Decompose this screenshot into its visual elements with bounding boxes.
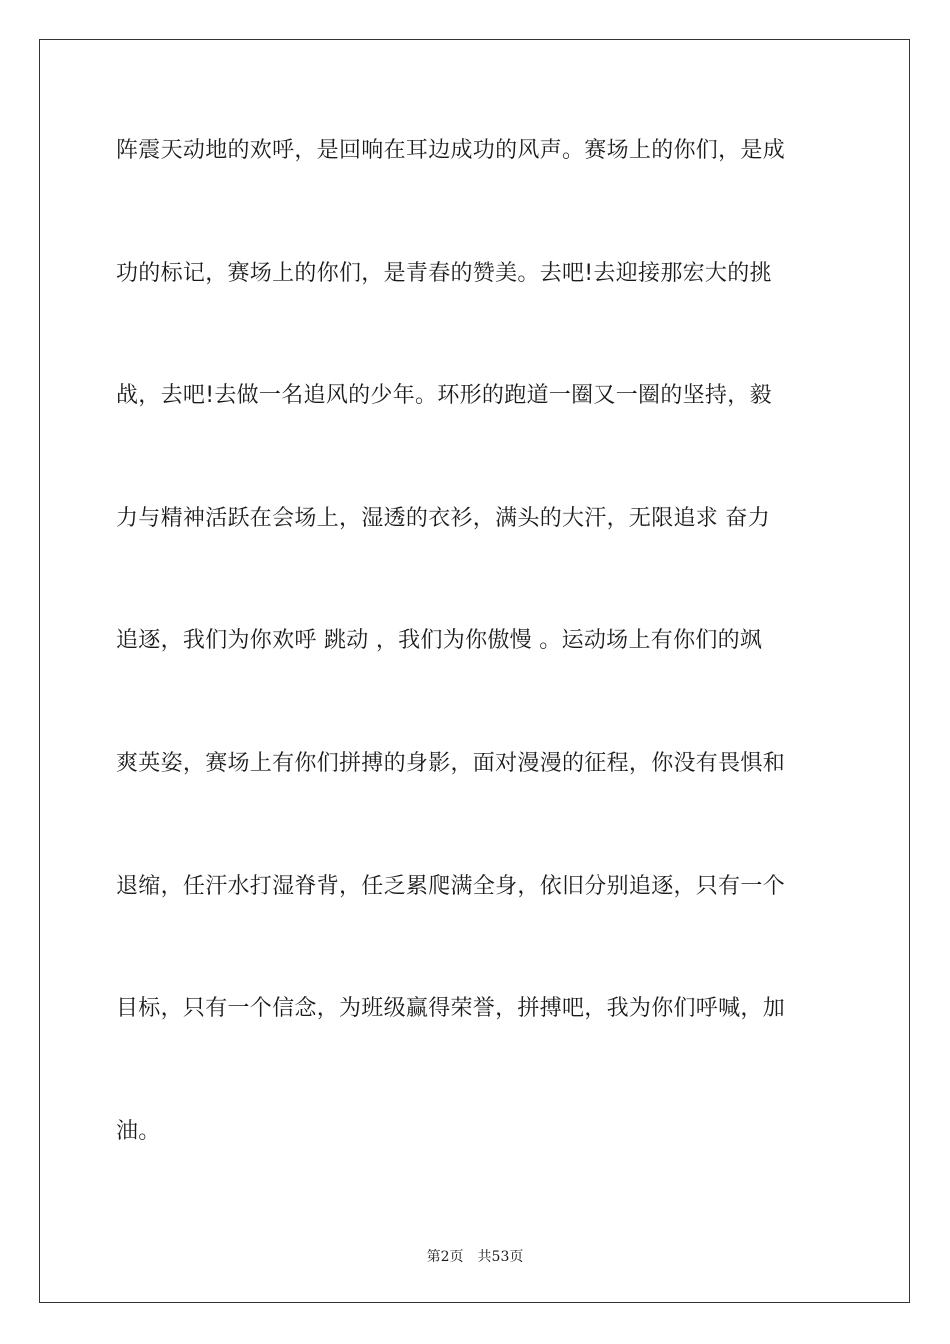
paragraph-line: 战，去吧!去做一名追风的少年。环形的跑道一圈又一圈的坚持，毅 <box>116 383 772 409</box>
page-footer <box>0 1246 950 1266</box>
paragraph-line: 爽英姿，赛场上有你们拼搏的身影，面对漫漫的征程，你没有畏惧和 <box>116 750 786 776</box>
paragraph-line: 退缩，任汗水打湿脊背，任乏累爬满全身，依旧分别追逐，只有一个 <box>116 873 786 899</box>
page-number: 第2页 <box>426 1249 464 1265</box>
page-total: 共53页 <box>477 1249 524 1265</box>
paragraph-line: 目标，只有一个信念，为班级赢得荣誉，拼搏吧，我为你们呼喊，加 <box>116 996 786 1022</box>
paragraph-line: 力与精神活跃在会场上，湿透的衣衫，满头的大汗，无限追求 奋力 <box>116 505 770 531</box>
paragraph-line: 阵震天动地的欢呼，是回响在耳边成功的风声。赛场上的你们，是成 <box>116 138 786 163</box>
paragraph-line: 功的标记，赛场上的你们，是青春的赞美。去吧!去迎接那宏大的挑 <box>116 260 772 286</box>
paragraph-line: 追逐，我们为你欢呼 跳动 ，我们为你傲慢 。运动场上有你们的飒 <box>116 628 763 654</box>
paragraph-line: 油。 <box>116 1118 161 1144</box>
document-body <box>116 126 836 1229</box>
